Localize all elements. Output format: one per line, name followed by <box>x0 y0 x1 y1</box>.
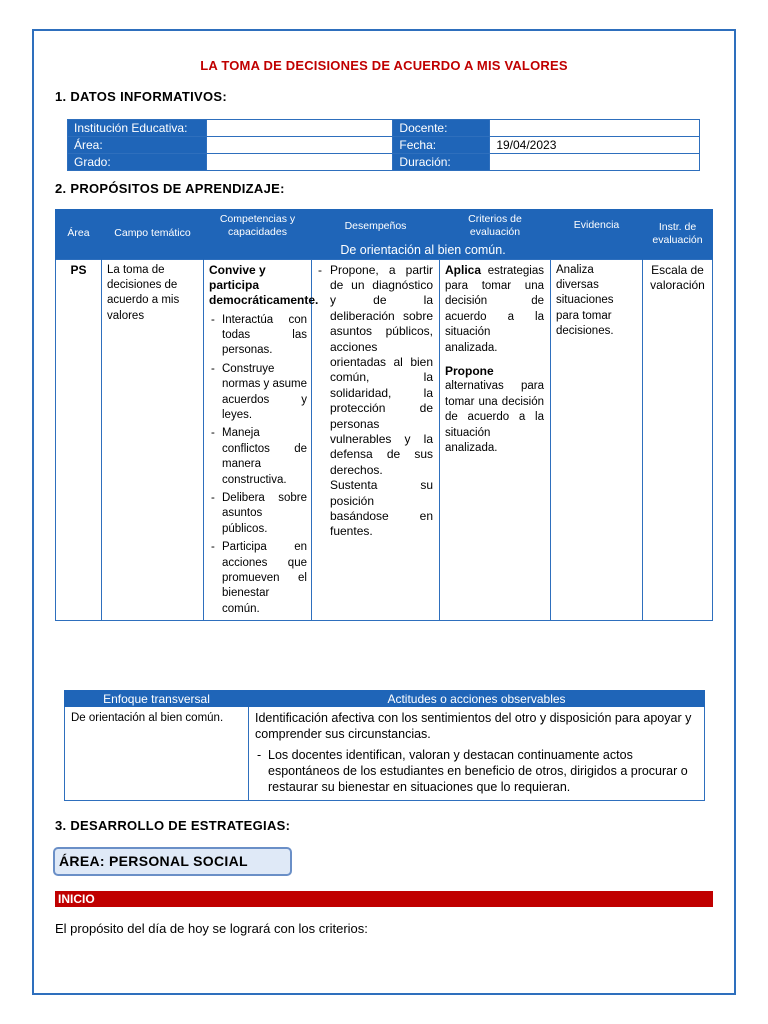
purpose-sentence: El propósito del día de hoy se logrará con los criterios: <box>55 921 368 936</box>
enfoque-header-right: Actitudes o acciones observables <box>249 691 705 707</box>
list-item: - Maneja conflictos de manera constructiva. <box>209 426 307 488</box>
criterio-verb: Aplica <box>445 262 482 277</box>
purposes-table <box>55 209 713 621</box>
duracion-label: Duración: <box>393 154 490 171</box>
enfoque-name-cell: De orientación al bien común. <box>65 707 249 801</box>
list-item: - Interactúa con todas las personas. <box>209 313 307 359</box>
area-cell: PS <box>56 259 102 621</box>
actitud-text: Los docentes identifican, valoran y destacan continuamente actos espontáneos de los estudiantes en beneficio de otros, dirigidos a procurar o restaurar su bienestar en situaciones que lo requieran. <box>268 748 688 794</box>
criterio-text: estrategias para tomar una decisión de acuerdo a la situación analizada. <box>445 264 544 354</box>
info-row <box>68 154 700 171</box>
header-competencias: Competencias y capacidades <box>204 209 312 243</box>
info-table <box>67 119 700 171</box>
section-heading-desarrollo: 3. DESARROLLO DE ESTRATEGIAS: <box>55 818 291 833</box>
docente-label: Docente: <box>393 120 490 137</box>
criterios-cell <box>440 259 551 621</box>
header-desempenos: Desempeños <box>312 209 440 243</box>
desempeno-item: Sustenta su posición basándose en fuentes. <box>330 478 433 539</box>
inicio-bar: INICIO <box>55 891 713 907</box>
capacidades-list <box>209 313 307 618</box>
header-campo: Campo temático <box>102 209 204 259</box>
actitudes-cell <box>249 707 705 801</box>
competencia-title: Convive y participa democráticamente. <box>209 262 319 307</box>
desempenos-cell <box>312 259 440 621</box>
competencias-cell <box>204 259 319 621</box>
purposes-header-row <box>56 209 713 243</box>
desempeno-item <box>316 263 433 479</box>
dash-marker: - <box>318 262 322 277</box>
desempeno-text: Propone, a partir de un diagnóstico y de la deliberación sobre asuntos públicos, acciones orientadas al bien común, la solidaridad, la protección de personas vulnerables y la defensa de sus derechos. <box>330 262 433 477</box>
enfoque-header-left: Enfoque transversal <box>65 691 249 707</box>
docente-field[interactable] <box>490 120 700 137</box>
instr-cell: Escala de valoración <box>643 259 713 621</box>
duracion-field[interactable] <box>490 154 700 171</box>
document-title: LA TOMA DE DECISIONES DE ACUERDO A MIS VALORES <box>200 58 568 73</box>
info-row <box>68 120 700 137</box>
criterio-item <box>445 263 544 356</box>
list-item: - Participa en acciones que promueven el bienestar común. <box>209 540 307 617</box>
section-heading-datos: 1. DATOS INFORMATIVOS: <box>55 89 227 104</box>
header-criterios: Criterios de evaluación <box>440 209 551 243</box>
fecha-label: Fecha: <box>393 137 490 154</box>
enfoque-subheader: De orientación al bien común. <box>204 243 643 259</box>
section-heading-propositos: 2. PROPÓSITOS DE APRENDIZAJE: <box>55 181 285 196</box>
institucion-label: Institución Educativa: <box>68 120 207 137</box>
campo-cell: La toma de decisiones de acuerdo a mis valores <box>102 259 204 621</box>
header-area: Área <box>56 209 102 259</box>
grado-field[interactable] <box>206 154 393 171</box>
header-evidencia: Evidencia <box>551 209 643 243</box>
area-field[interactable] <box>206 137 393 154</box>
criterio-verb: Propone <box>445 363 494 378</box>
area-label: Área: <box>68 137 207 154</box>
criterio-text: alternativas para tomar una decisión de acuerdo a la situación analizada. <box>445 380 544 454</box>
area-title-box: ÁREA: PERSONAL SOCIAL <box>53 847 292 876</box>
dash-marker: - <box>257 748 262 762</box>
list-item: - Delibera sobre asuntos públicos. <box>209 491 307 537</box>
info-row <box>68 137 700 154</box>
actitud-item <box>255 747 698 795</box>
enfoque-header-row <box>65 691 705 707</box>
table-row <box>56 259 713 621</box>
header-instr: Instr. de evaluación <box>643 209 713 259</box>
enfoque-table <box>64 690 705 801</box>
institucion-field[interactable] <box>206 120 393 137</box>
actitud-text: Identificación afectiva con los sentimientos del otro y disposición para apoyar y comprender sus circunstancias. <box>255 711 692 741</box>
fecha-field[interactable]: 19/04/2023 <box>490 137 700 154</box>
evidencia-cell: Analiza diversas situaciones para tomar decisiones. <box>551 259 643 621</box>
table-row <box>65 707 705 801</box>
grado-label: Grado: <box>68 154 207 171</box>
list-item: - Construye normas y asume acuerdos y leyes. <box>209 362 307 424</box>
